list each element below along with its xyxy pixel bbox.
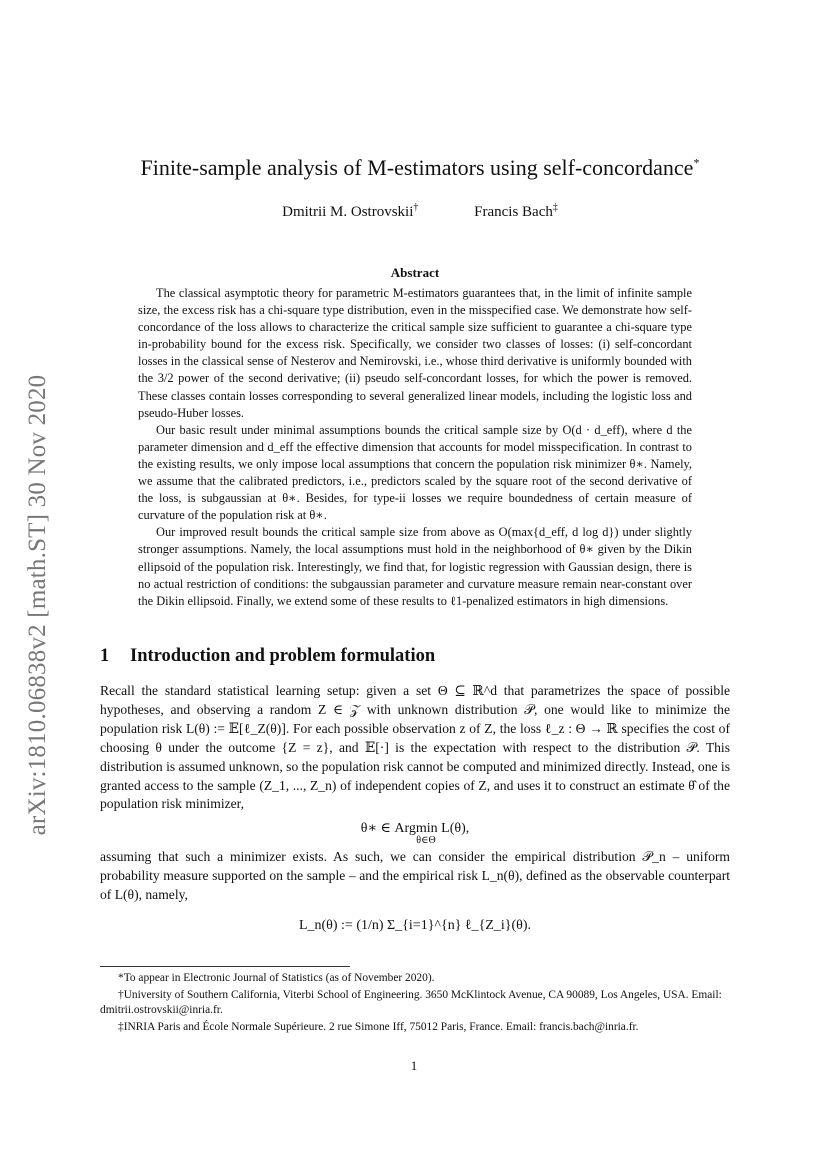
body-paragraph-1: Recall the standard statistical learning setup: given a set Θ ⊆ ℝ^d that parametrizes the space of possible hypotheses, and observing a random Z ∈ 𝒵 with unknown distribution 𝒫, one would like to minimize the population risk L(θ) := 𝔼[ℓ_Z(θ)]. For each possible observation z of Z, the loss ℓ_z : Θ → ℝ specifies the cost of choosing θ under the outcome {Z = z}, and 𝔼[·] is the expectation with respect to the distribution 𝒫. This distribution is assumed unknown, so the population risk cannot be computed and minimized directly. Instead, one is granted access to the sample (Z_1, ..., Z_n) of independent copies of Z, and uses it to construct an estimate θ̂ of the population risk minimizer, <box>100 683 730 812</box>
abstract-paragraph-1: The classical asymptotic theory for parametric M-estimators guarantees that, in the limit of infinite sample size, the excess risk has a chi-square type distribution, even in the misspecified case. We demonstrate how self-concordance of the loss allows to characterize the critical sample size sufficient to guarantee a chi-square type in-probability bound for the excess risk. Specifically, we consider two classes of losses: (i) self-concordant losses in the classical sense of Nesterov and Nemirovski, i.e., whose third derivative is uniformly bounded with the 3/2 power of the second derivative; (ii) pseudo self-concordant losses, for which the power is removed. These classes contain losses corresponding to several generalized linear models, including the logistic loss and pseudo-Huber losses. <box>138 286 692 420</box>
section-title: Introduction and problem formulation <box>130 646 436 666</box>
section-number: 1 <box>100 646 110 666</box>
author-list <box>60 202 780 222</box>
abstract-heading: Abstract <box>390 265 440 280</box>
footnote-rule <box>100 966 350 967</box>
abstract-paragraph-3: Our improved result bounds the critical sample size from above as O(max{d_eff, d log d}) under slightly stronger assumptions. Namely, the local assumptions must hold in the neighborhood of θ∗ given by the Dikin ellipsoid of the population risk. Interestingly, we find that, for logistic regression with Gaussian design, there is no actual restriction of conditions: the subgaussian parameter and curvature measure remain near-constant over the Dikin ellipsoid. Finally, we extend some of these results to ℓ1-penalized estimators in high dimensions. <box>138 525 692 608</box>
equation-argmin-subscript: θ∈Θ <box>416 835 436 846</box>
arxiv-identifier: arXiv:1810.06838v2 [math.ST] 30 Nov 2020 <box>24 374 51 836</box>
equation-empirical-risk: L_n(θ) := (1/n) Σ_{i=1}^{n} ℓ_{Z_i}(θ). <box>298 918 532 933</box>
title-footnote-mark: * <box>693 155 700 170</box>
abstract <box>138 264 692 610</box>
paper-title-text: Finite-sample analysis of M-estimators using self-concordance <box>140 155 694 180</box>
arxiv-sidebar <box>24 340 52 870</box>
abstract-paragraph-2: Our basic result under minimal assumptions bounds the critical sample size by O(d · d_eff), where d the parameter dimension and d_eff the effective dimension that accounts for model misspecification. In contrast to the existing results, we only impose local assumptions that concern the population risk minimizer θ∗. Namely, we assume that the calibrated predictors, i.e., predictors scaled by the square root of the second derivative of the loss, is subgaussian at θ∗. Besides, for type-ii losses we require boundedness of certain measure of curvature of the population risk at θ∗. <box>138 422 692 523</box>
author-bach: Francis Bach‡ <box>474 202 558 220</box>
page-number: 1 <box>410 1058 418 1073</box>
footnote-3: ‡INRIA Paris and École Normale Supérieure. 2 rue Simone Iff, 75012 Paris, France. Email: francis.bach@inria.fr. <box>118 1020 639 1033</box>
section-heading <box>100 644 730 668</box>
author-ostrovskii: Dmitrii M. Ostrovskii† <box>282 202 419 220</box>
equation-argmin: θ∗ ∈ Argmin L(θ), θ∈Θ <box>100 820 730 846</box>
footnotes <box>100 971 730 1036</box>
footnote-1: *To appear in Electronic Journal of Statistics (as of November 2020). <box>118 972 435 984</box>
body-paragraph-2: assuming that such a minimizer exists. As such, we can consider the empirical distribution 𝒫_n – uniform probability measure supported on the sample – and the empirical risk L_n(θ), defined as the observable counterpart of L(θ), namely, <box>100 849 730 902</box>
footnote-2: †University of Southern California, Viterbi School of Engineering. 3650 McKlintock Avenue, CA 90089, Los Angeles, USA. Email: dmitrii.ostrovskii@inria.fr. <box>100 988 722 1016</box>
paper-title <box>60 154 780 182</box>
